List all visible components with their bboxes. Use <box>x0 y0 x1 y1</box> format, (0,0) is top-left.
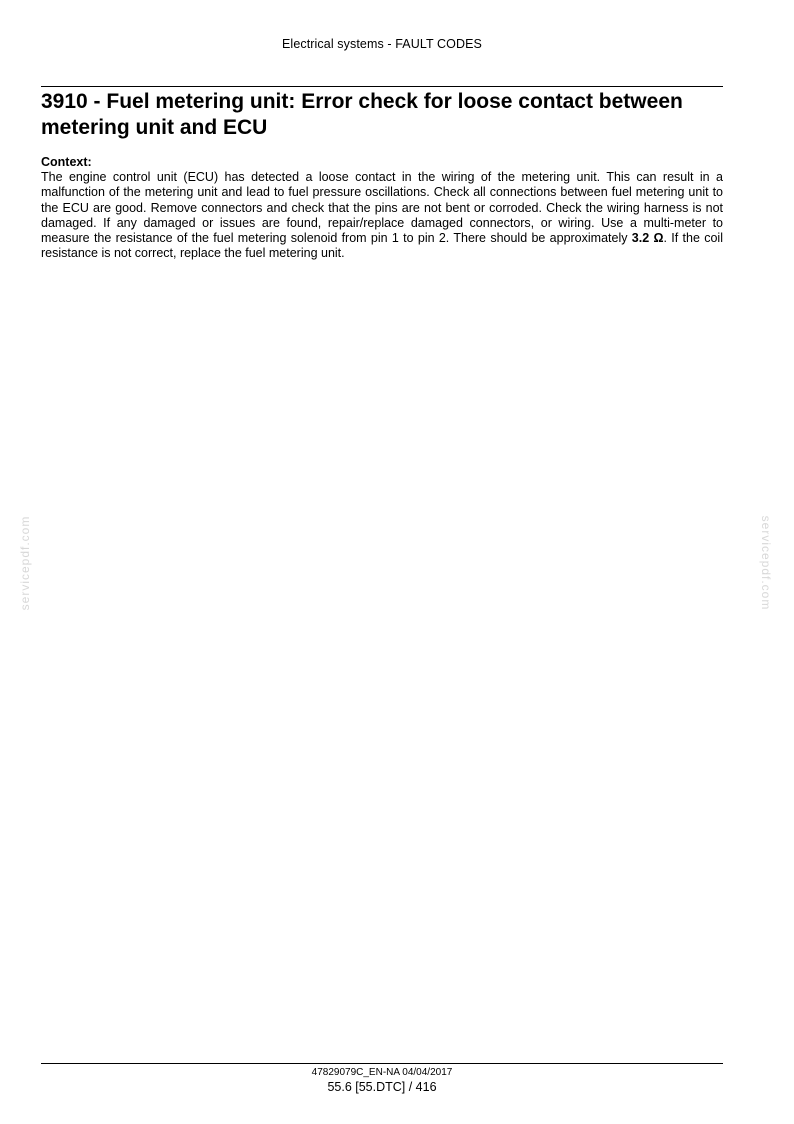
running-header: Electrical systems - FAULT CODES <box>282 37 482 51</box>
header-rule <box>41 86 723 87</box>
footer-rule <box>41 1063 723 1064</box>
watermark-left: servicepdf.com <box>18 515 32 611</box>
context-label: Context: <box>41 155 92 169</box>
resistance-value: 3.2 Ω <box>631 231 664 246</box>
watermark-right: servicepdf.com <box>759 515 773 611</box>
context-text: The engine control unit (ECU) has detected a loose contact in the wiring of the metering unit. This can result in a malfunction of the metering unit and lead to fuel pressure oscillations. Check all connections between fuel metering unit to the ECU are good. Remove connectors and check that the pins are not bent or corroded. Check the wiring harness is not damaged. If any damaged or issues are found, repair/replace damaged connectors, or wiring. Use a multi-meter to measure the resistance of the fuel metering solenoid from pin 1 to pin 2. There should be approximately <box>41 170 723 246</box>
document-code: 47829079C_EN-NA 04/04/2017 <box>311 1067 453 1078</box>
fault-code-title: 3910 - Fuel metering unit: Error check for loose contact between metering unit and ECU <box>41 90 683 139</box>
page-number: 55.6 [55.DTC] / 416 <box>327 1080 437 1094</box>
context-text-end: . If the coil resistance is not correct, replace the fuel metering unit. <box>41 231 723 261</box>
context-paragraph <box>41 170 723 262</box>
